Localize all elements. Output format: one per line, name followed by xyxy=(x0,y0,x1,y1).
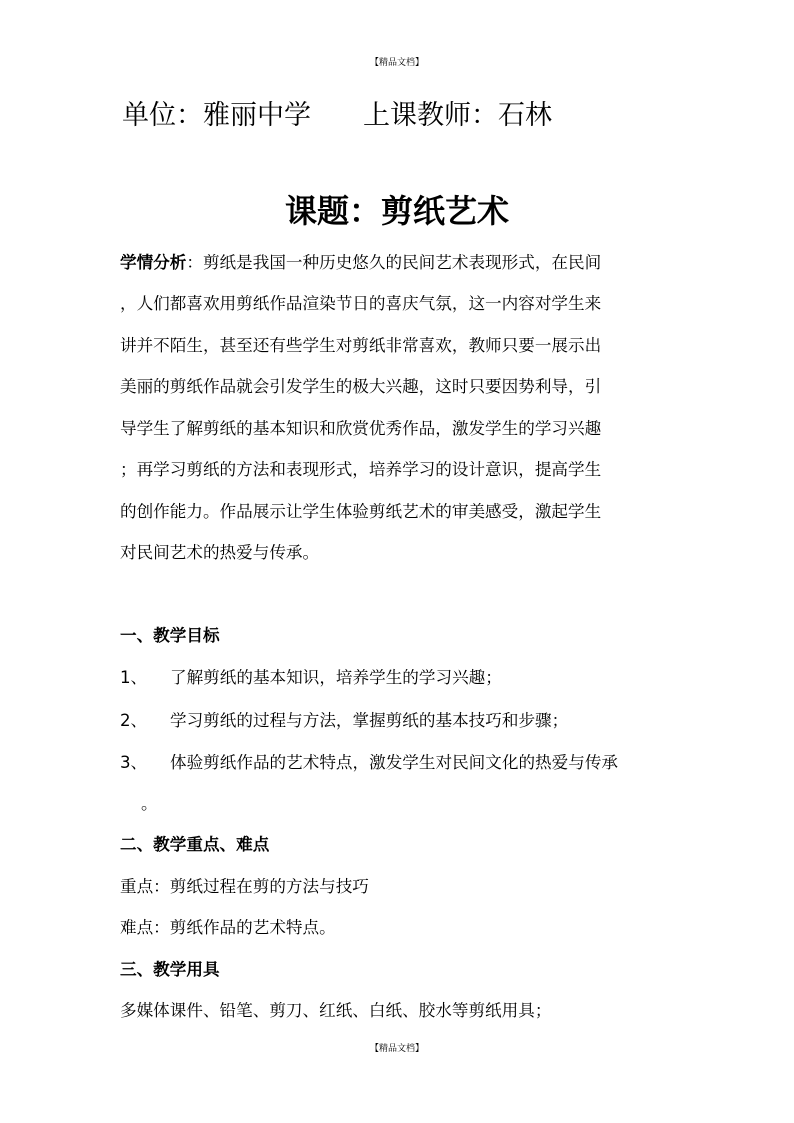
footer-tag: 【精品文档】 xyxy=(369,1044,424,1054)
analysis-line-3: 讲并不陌生，甚至还有些学生对剪纸非常喜欢，教师只要一展示出 xyxy=(120,336,602,355)
tools-heading: 三、教学用具 xyxy=(120,960,220,979)
analysis-text: ：剪纸是我国一种历史悠久的民间艺术表现形式，在民间 xyxy=(186,253,602,272)
analysis-lead: 学情分析 xyxy=(120,253,187,272)
lesson-title: 课题：剪纸艺术 xyxy=(284,192,509,230)
analysis-line-4: 美丽的剪纸作品就会引发学生的极大兴趣，这时只要因势利导，引 xyxy=(120,377,602,396)
goal-text-3: 体验剪纸作品的艺术特点，激发学生对民间文化的热爱与传承 xyxy=(170,753,619,772)
analysis-line-8: 对民间艺术的热爱与传承。 xyxy=(120,543,320,562)
goal-number-2: 2、 xyxy=(120,711,148,730)
goal-text-2: 学习剪纸的过程与方法，掌握剪纸的基本技巧和步骤； xyxy=(170,711,569,730)
analysis-line-7: 的创作能力。作品展示让学生体验剪纸艺术的审美感受，激起学生 xyxy=(120,502,602,521)
goal-text-3-tail: 。 xyxy=(141,794,158,813)
goal-number-3: 3、 xyxy=(120,753,148,772)
analysis-line-6: ；再学习剪纸的方法和表现形式，培养学习的设计意识，提高学生 xyxy=(120,460,602,479)
teacher-label: 上课教师：石林 xyxy=(363,100,552,131)
analysis-line-2: ，人们都喜欢用剪纸作品渲染节日的喜庆气氛，这一内容对学生来 xyxy=(120,294,602,313)
unit-teacher-line xyxy=(122,96,552,136)
header-tag: 【精品文档】 xyxy=(369,58,424,68)
goal-text-1: 了解剪纸的基本知识，培养学生的学习兴趣； xyxy=(170,668,502,687)
difficult-point: 难点：剪纸作品的艺术特点。 xyxy=(120,918,336,937)
unit-label: 单位：雅丽中学 xyxy=(122,100,311,131)
key-points-heading: 二、教学重点、难点 xyxy=(120,835,270,854)
goal-number-1: 1、 xyxy=(120,668,148,687)
goals-heading: 一、教学目标 xyxy=(120,626,220,645)
analysis-line-1 xyxy=(120,251,601,275)
key-point: 重点：剪纸过程在剪的方法与技巧 xyxy=(120,877,369,896)
tools-text: 多媒体课件、铅笔、剪刀、红纸、白纸、胶水等剪纸用具； xyxy=(120,1001,552,1020)
analysis-line-5: 导学生了解剪纸的基本知识和欣赏优秀作品，激发学生的学习兴趣 xyxy=(120,419,602,438)
